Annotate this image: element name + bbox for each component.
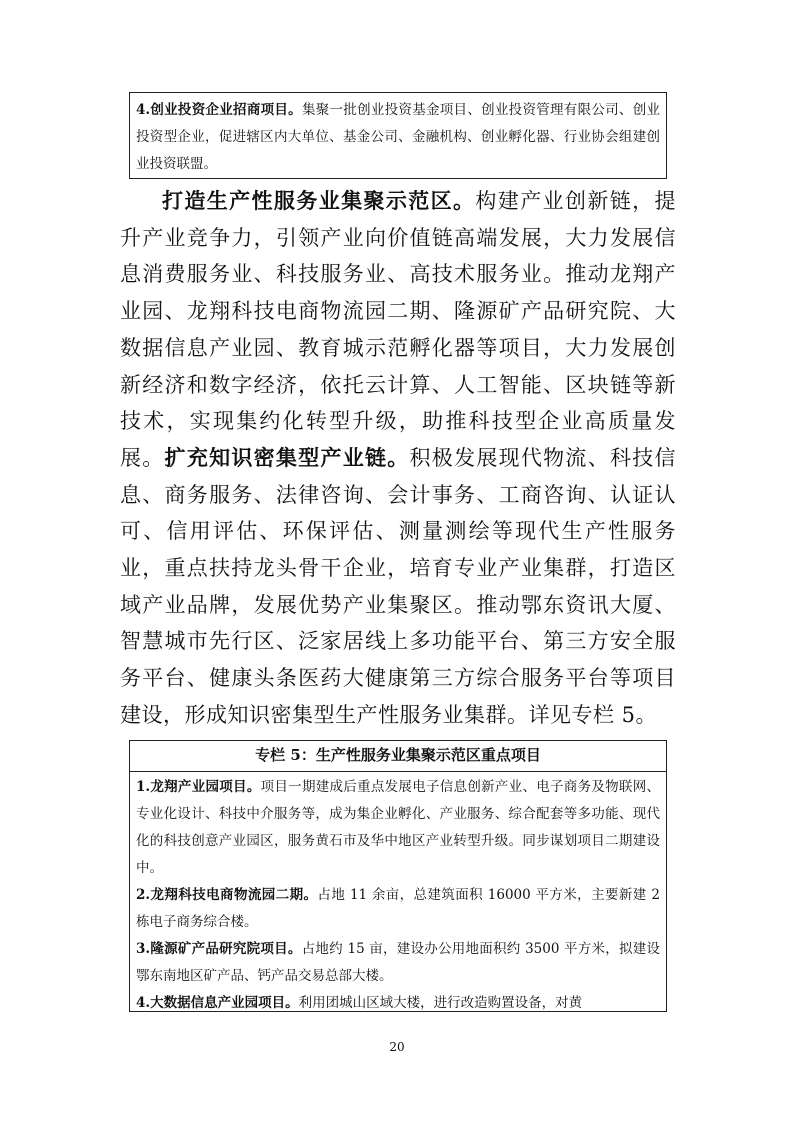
column-item-text: 占地 11 余亩，总建筑面积 16000 平方米，主要新建 2 栋电子商务综合楼。 — [136, 887, 661, 930]
box1-text: 集聚一批创业投资基金项目、创业投资管理有限公司、创业投资型企业，促进辖区内大单位、基金公司、金融机构、创业孵化器、行业协会组建创业投资联盟。 — [136, 102, 660, 172]
body-heading-2: 扩充知识密集型产业链。 — [164, 444, 410, 470]
column-item-text: 占地约 15 亩，建设办公用地面积约 3500 平方米，拟建设鄂东南地区矿产品、钙产品交易总部大楼。 — [136, 941, 661, 984]
body-paragraph — [120, 183, 676, 734]
column-box-5 — [129, 740, 667, 1012]
column-item-heading: 4.大数据信息产业园项目。 — [136, 995, 299, 1011]
column-title: 专栏 5：生产性服务业集聚示范区重点项目 — [130, 741, 666, 772]
body-text-2: 积极发展现代物流、科技信息、商务服务、法律咨询、会计事务、工商咨询、认证认可、信用评估、环保评估、测量测绘等现代生产性服务业，重点扶持龙头骨干企业，培育专业产业集群，打造区域产业品牌，发展优势产业集聚区。推动鄂东资讯大厦、智慧城市先行区、泛家居线上多功能平台、第三方安全服务平台、健康头条医药大健康第三方综合服务平台等项目建设，形成知识密集型生产性服务业集群。详见专栏 5。 — [120, 445, 677, 727]
body-heading-1: 打造生产性服务业集聚示范区。 — [162, 188, 476, 213]
column-item-heading: 3.隆源矿产品研究院项目。 — [136, 941, 302, 957]
column-item — [136, 882, 660, 936]
column-item-text: 利用团城山区域大楼，进行改造购置设备，对黄 — [298, 995, 583, 1011]
column-item — [136, 936, 660, 990]
column-item-text: 项目一期建成后重点发展电子信息创新产业、电子商务及物联网、专业化设计、科技中介服务等，成为集企业孵化、产业服务、综合配套等多功能、现代化的科技创意产业园区，服务黄石市及华中地区产业转型升级。同步谋划项目二期建设中。 — [136, 779, 660, 876]
body-text — [120, 183, 676, 734]
box1-paragraph — [136, 97, 660, 178]
column-items — [136, 772, 660, 1017]
column-item — [136, 990, 660, 1017]
page-number: 20 — [389, 1040, 405, 1054]
box1-heading: 4.创业投资企业招商项目。 — [136, 102, 302, 118]
body-text-1: 构建产业创新链，提升产业竞争力，引领产业向价值链高端发展，大力发展信息消费服务业、科技服务业、高技术服务业。推动龙翔产业园、龙翔科技电商物流园二期、隆源矿产品研究院、大数据信息产业园、教育城示范孵化器等项目，大力发展创新经济和数字经济，依托云计算、人工智能、区块链等新技术，实现集约化转型升级，助推科技型企业高质量发展。 — [120, 189, 677, 470]
column-item — [136, 774, 660, 882]
column-item-heading: 1.龙翔产业园项目。 — [136, 779, 261, 795]
column-item-heading: 2.龙翔科技电商物流园二期。 — [136, 887, 318, 903]
project-box-top — [129, 92, 667, 179]
